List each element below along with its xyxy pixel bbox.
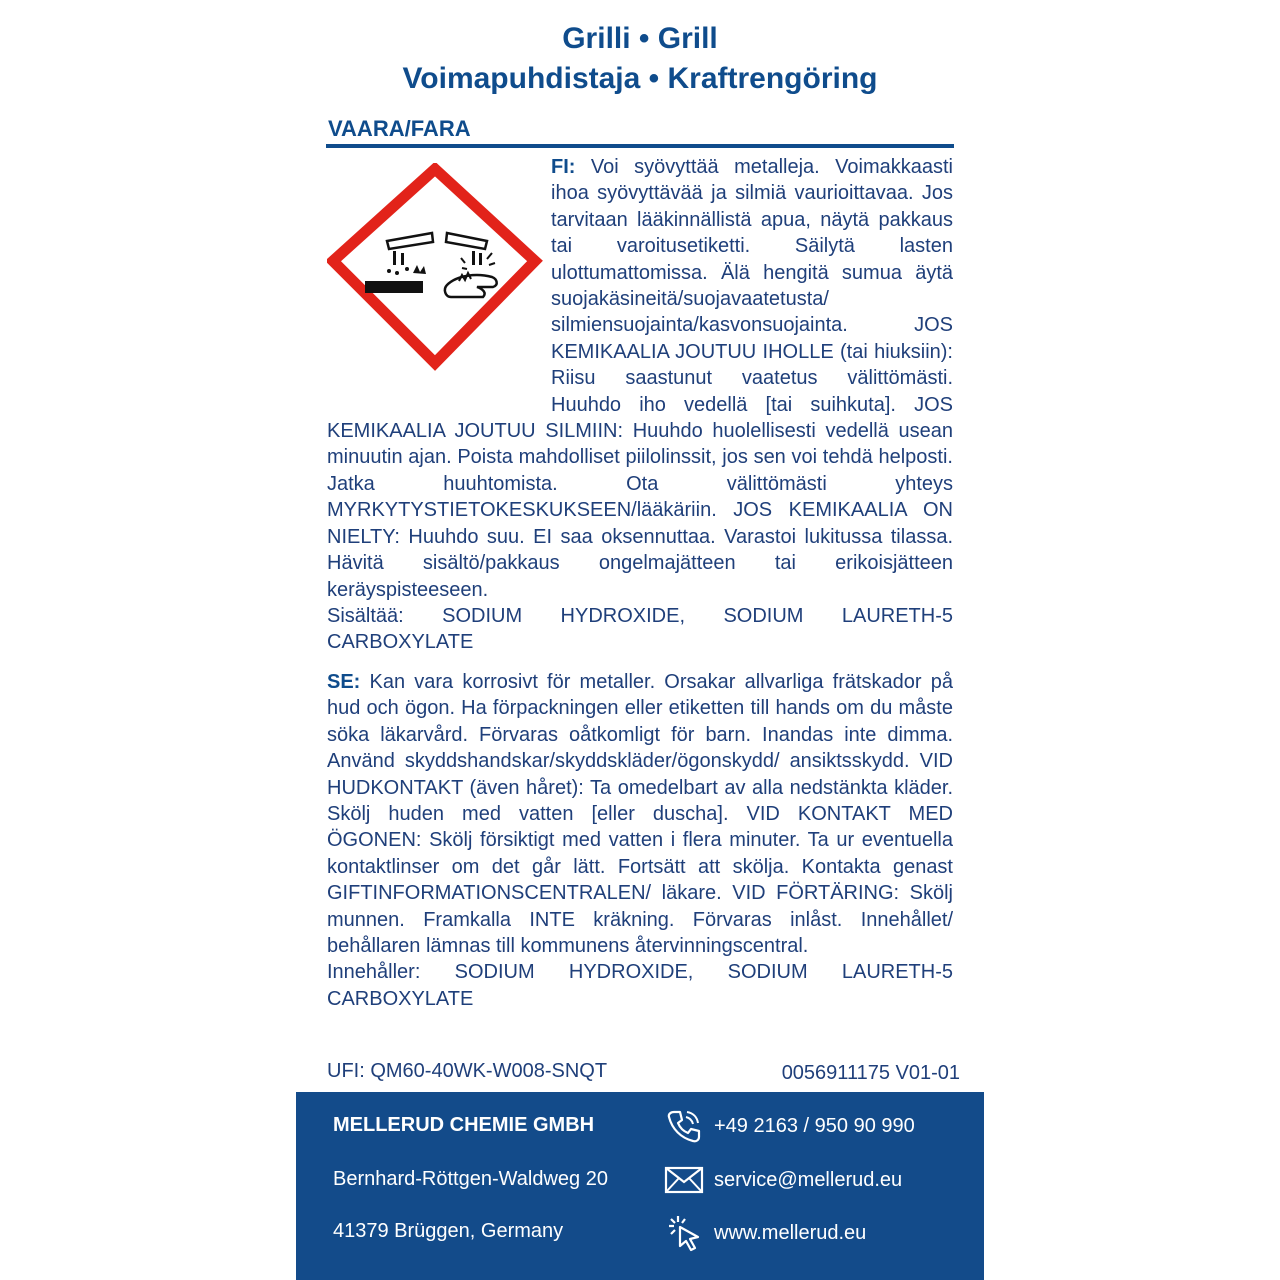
web-contact [662, 1213, 866, 1253]
finnish-warning-text [327, 154, 953, 656]
company-name: MELLERUD CHEMIE GMBH [333, 1114, 595, 1136]
email-contact [662, 1160, 902, 1200]
street-address: Bernhard-Röttgen-Waldweg 20 [333, 1168, 608, 1190]
cursor-click-icon [662, 1213, 706, 1253]
signal-word: VAARA/FARA [328, 116, 471, 141]
footer-contact-panel [296, 1092, 984, 1280]
ufi-code: UFI: QM60-40WK-W008-SNQT [327, 1060, 608, 1082]
se-language-label: SE: [327, 671, 361, 693]
pictogram-space [327, 154, 551, 392]
phone-number[interactable]: +49 2163 / 950 90 990 [714, 1114, 915, 1137]
se-contains: Innehåller: SODIUM HYDROXIDE, SODIUM LAURETH-5 CARBOXYLATE [327, 961, 953, 1010]
envelope-icon [662, 1160, 706, 1200]
product-subtitle: Voimapuhdistaja • Kraftrengöring [402, 62, 878, 95]
phone-icon [662, 1106, 706, 1146]
se-warning-body: Kan vara korrosivt för metaller. Orsakar allvarliga frätskador på hud och ögon. Ha förpackningen eller etiketten till hands om du måste söka läkarvård. Förvaras oåtkomligt för barn. Inandas inte dimma. Använd skyddshandskar/skyddskläder/ögonskydd/ ansiktsskydd. VID HUDKONTAKT (även håret): Ta omedelbart av alla nedstänkta kläder. Skölj huden med vatten [eller duscha]. VID KONTAKT MED ÖGONEN: Skölj försiktigt med vatten i flera minuter. Ta ur eventuella kontaktlinser om det går lätt. Fortsätt att skölja. Kontakta genast GIFTINFORMATIONSCENTRALEN/ läkare. VID FÖRTÄRING: Skölj munnen. Framkalla INTE kräkning. Förvaras inlåst. Innehållet/ behållaren lämnas till kommunens återvinningscentral. [327, 671, 953, 958]
fi-contains: Sisältää: SODIUM HYDROXIDE, SODIUM LAURETH-5 CARBOXYLATE [327, 604, 953, 654]
product-title: Grilli • Grill [562, 22, 718, 55]
fi-warning-body: Voi syövyttää metalleja. Voimakkaasti ihoa syövyttävää ja silmiä vaurioittavaa. Jos tarvitaan lääkinnällistä apua, näytä pakkaus tai varoitusetiketti. Säilytä lasten ulottumattomissa. Älä hengitä sumua äytä suojakäsineitä/suojavaatetusta/ silmiensuojainta/kasvonsuojainta. JOS KEMIKAALIA JOUTUU IHOLLE (tai hiuksiin): Riisu saastunut vaatetus välittömästi. Huuhdo iho vedellä [tai suihkuta]. JOS KEMIKAALIA JOUTUU SILMIIN: Huuhdo huolellisesti vedellä usean minuutin ajan. Poista mahdolliset piilolinssit, jos sen voi tehdä helposti. Jatka huuhtomista. Ota välittömästi yhteys MYRKYTYSTIETOKESKUKSEEN/lääkäriin. JOS KEMIKAALIA ON NIELTY: Huuhdo suu. EI saa oksennuttaa. Varastoi lukitussa tilassa. Hävitä sisältö/pakkaus ongelmajätteen tai erikoisjätteen keräyspisteeseen. [327, 156, 953, 601]
city-address: 41379 Brüggen, Germany [333, 1220, 564, 1242]
fi-language-label: FI: [551, 156, 576, 178]
header-divider [326, 144, 954, 148]
website-link[interactable]: www.mellerud.eu [714, 1221, 867, 1244]
swedish-warning-text [327, 669, 953, 1012]
phone-contact [662, 1106, 915, 1146]
email-address[interactable]: service@mellerud.eu [714, 1168, 903, 1191]
article-code: 0056911175 V01-01 [781, 1062, 960, 1084]
